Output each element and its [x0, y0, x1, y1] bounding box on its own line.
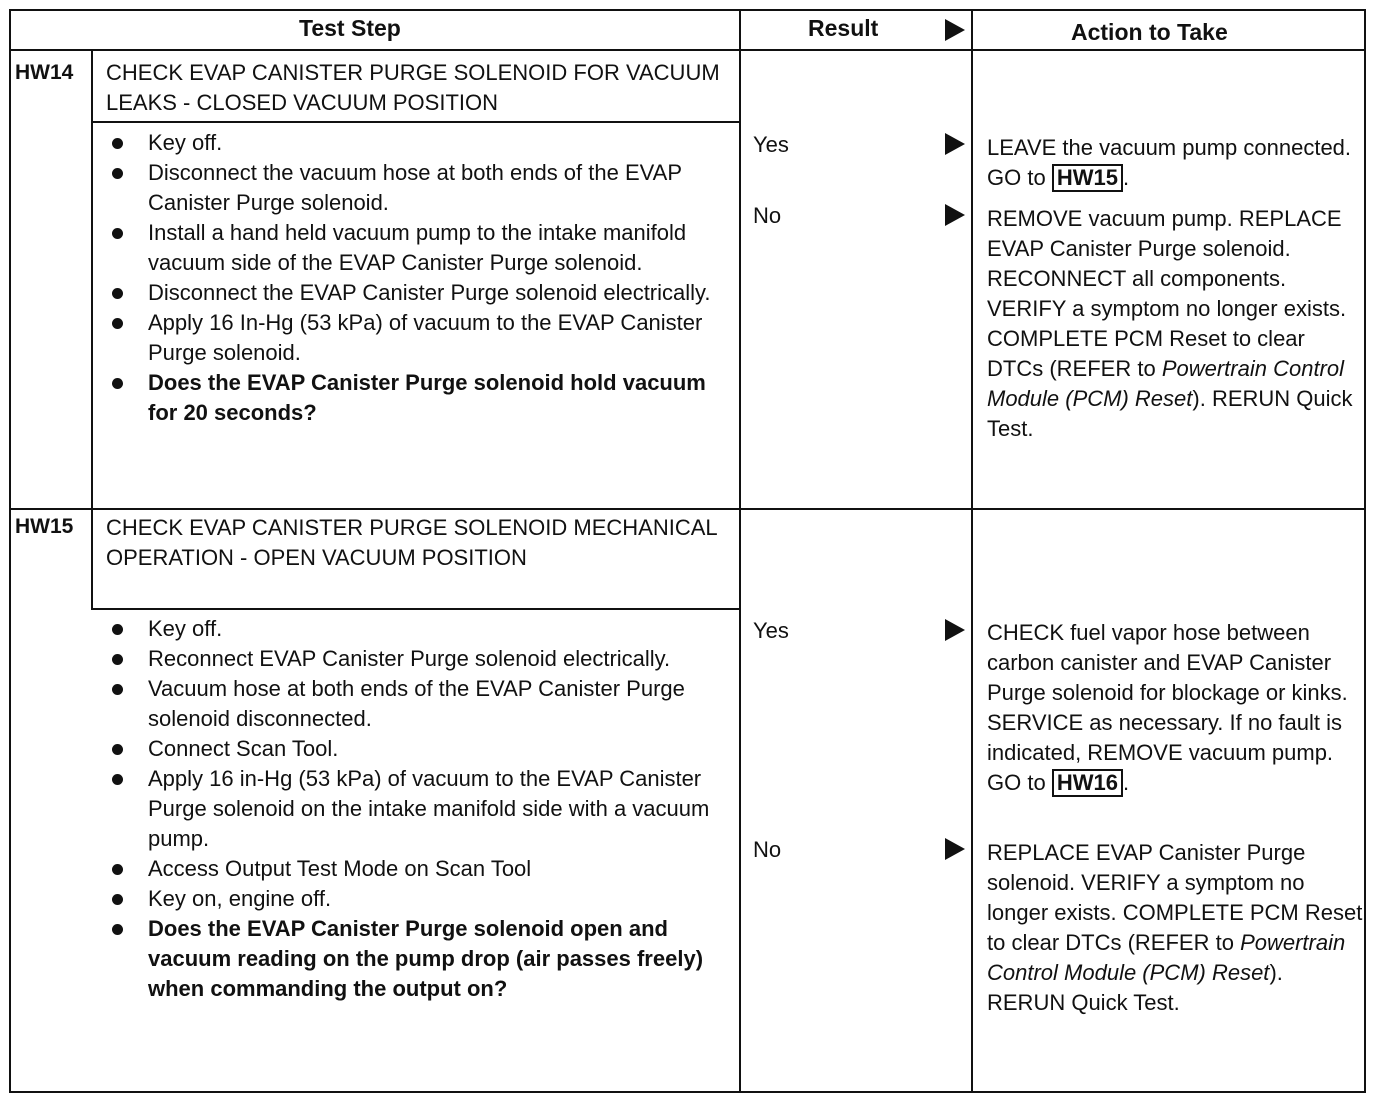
list-item: Key off. [106, 614, 726, 644]
step-title-hw14: CHECK EVAP CANISTER PURGE SOLENOID FOR VACUUM LEAKS - CLOSED VACUUM POSITION [106, 60, 720, 115]
header-arrow-icon [945, 19, 965, 41]
action-yes-hw15: CHECK fuel vapor hose between carbon canister and EVAP Canister Purge solenoid for blockage or kinks. SERVICE as necessary. If no fault is indicated, REMOVE vacuum pump. GO to HW16 . [987, 620, 1348, 795]
divider-code-column [91, 51, 93, 610]
action-no-hw14: REMOVE vacuum pump. REPLACE EVAP Canister Purge solenoid. RECONNECT all components. VERIFY a symptom no longer exists. COMPLETE PCM Reset to clear DTCs (REFER to Powertrain Control Module (PCM) Reset). RERUN Quick Test. [987, 206, 1353, 441]
list-item: Apply 16 In-Hg (53 kPa) of vacuum to the EVAP Canister Purge solenoid. [106, 308, 726, 368]
divider-result-column [739, 11, 741, 1091]
divider-action-column [971, 11, 973, 1091]
divider-rows [11, 508, 1364, 510]
list-item: Vacuum hose at both ends of the EVAP Canister Purge solenoid disconnected. [106, 674, 726, 734]
list-item: Apply 16 in-Hg (53 kPa) of vacuum to the EVAP Canister Purge solenoid on the intake manifold side with a vacuum pump. [106, 764, 726, 854]
result-no-hw14: No [753, 203, 782, 228]
list-item: Reconnect EVAP Canister Purge solenoid electrically. [106, 644, 726, 674]
list-item: Disconnect the EVAP Canister Purge solenoid electrically. [106, 278, 726, 308]
arrow-yes-hw14-icon [945, 133, 965, 155]
arrow-yes-hw15-icon [945, 619, 965, 641]
header-result: Result [808, 15, 879, 41]
result-yes-hw15: Yes [753, 618, 789, 643]
step-question-hw15: Does the EVAP Canister Purge solenoid open and vacuum reading on the pump drop (air passes freely) when commanding the output on? [106, 914, 726, 1004]
divider-hw14-title [91, 121, 739, 123]
step-title-hw15: CHECK EVAP CANISTER PURGE SOLENOID MECHANICAL OPERATION - OPEN VACUUM POSITION [106, 515, 717, 570]
list-item: Disconnect the vacuum hose at both ends of the EVAP Canister Purge solenoid. [106, 158, 726, 218]
list-item: Key off. [106, 128, 726, 158]
step-question-hw14: Does the EVAP Canister Purge solenoid hold vacuum for 20 seconds? [106, 368, 726, 428]
result-yes-hw14: Yes [753, 132, 789, 157]
step-ref-hw16[interactable]: HW16 [1052, 769, 1123, 797]
arrow-no-hw14-icon [945, 204, 965, 226]
header-action: Action to Take [1071, 19, 1228, 45]
result-no-hw15: No [753, 837, 782, 862]
step-list-hw14 [106, 128, 726, 428]
list-item: Access Output Test Mode on Scan Tool [106, 854, 726, 884]
step-list-hw15 [106, 614, 726, 1004]
list-item: Connect Scan Tool. [106, 734, 726, 764]
arrow-no-hw15-icon [945, 838, 965, 860]
step-code-hw15: HW15 [15, 515, 74, 538]
divider-header [11, 49, 1364, 51]
divider-hw15-title [91, 608, 739, 610]
list-item: Install a hand held vacuum pump to the intake manifold vacuum side of the EVAP Canister Purge solenoid. [106, 218, 726, 278]
diagnostic-table [9, 9, 1366, 1093]
step-ref-hw15[interactable]: HW15 [1052, 164, 1123, 192]
step-code-hw14: HW14 [15, 61, 74, 84]
action-no-hw15: REPLACE EVAP Canister Purge solenoid. VERIFY a symptom no longer exists. COMPLETE PCM Reset to clear DTCs (REFER to Powertrain Control Module (PCM) Reset). RERUN Quick Test. [987, 840, 1363, 1015]
header-test-step: Test Step [299, 15, 401, 41]
action-yes-hw14: LEAVE the vacuum pump connected. GO to HW15 . [987, 135, 1352, 190]
list-item: Key on, engine off. [106, 884, 726, 914]
